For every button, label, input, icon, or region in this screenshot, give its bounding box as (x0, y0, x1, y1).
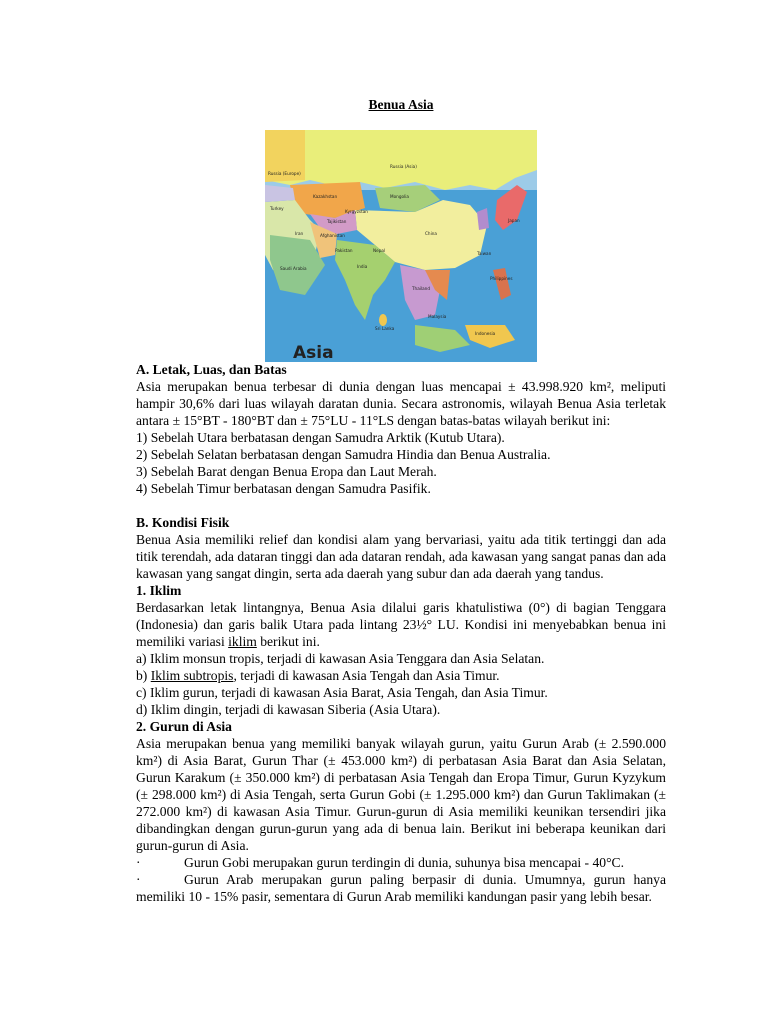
map-label: Kazakhstan (313, 194, 338, 199)
list-item: 1) Sebelah Utara berbatasan dengan Samudra Arktik (Kutub Utara). (136, 430, 505, 445)
map-label: Mongolia (390, 194, 409, 199)
list-item: 2) Sebelah Selatan berbatasan dengan Samudra Hindia dan Benua Australia. (136, 447, 551, 462)
spacer (136, 497, 666, 514)
map-label: Afghanistan (320, 233, 345, 238)
iklim-heading: 1. Iklim (136, 583, 182, 598)
map-label: Tajikistan (327, 219, 347, 224)
map-label: Malaysia (428, 314, 447, 319)
map-label: Indonesia (475, 331, 496, 336)
bullet-icon: · (136, 855, 141, 870)
map-label: China (425, 231, 437, 236)
list-item: c) Iklim gurun, terjadi di kawasan Asia Barat, Asia Tengah, dan Asia Timur. (136, 685, 548, 700)
bullet-text: Gurun Arab merupakan gurun paling berpasir di dunia. Umumnya, gurun hanya memiliki 10 - 15% pasir, sementara di Gurun Arab memiliki kandungan pasir yang lebih besar. (136, 872, 666, 904)
section-b-paragraph: Benua Asia memiliki relief dan kondisi alam yang bervariasi, yaitu ada titik tertinggi dan ada titik terendah, ada dataran tinggi dan ada dataran rendah, ada kawasan yang sangat panas dan ada kawasan yang sangat dingin, serta ada daerah yang subur dan ada daerah yang tandus. (136, 532, 666, 581)
gurun-paragraph: Asia merupakan benua yang memiliki banyak wilayah gurun, yaitu Gurun Arab (± 2.590.000 km²) di Asia Barat, Gurun Thar (± 453.000 km²) di perbatasan Asia Barat dan Asia Selatan, Gurun Karakum (± 350.000 km²) di perbatasan Asia Tengah dan Eropa Timur, Gurun Kyzykum (± 298.000 km²) di Asia Tengah, serta Gurun Gobi (± 1.295.000 km²) dan Gurun Taklimakan (± 272.000 km²) di kawasan Asia Timur. Gurun-gurun di Asia memiliki keunikan tersendiri jika dibandingkan dengan gurun-gurun yang ada di benua lain. Berikut ini beberapa keunikan dari gurun-gurun di Asia. (136, 736, 666, 853)
iklim-link[interactable]: iklim (228, 634, 257, 649)
iklim-paragraph (136, 599, 666, 650)
map-label: Japan (508, 218, 520, 223)
iklim-text: berikut ini. (256, 634, 320, 649)
bullet-item (136, 854, 666, 871)
list-item: d) Iklim dingin, terjadi di kawasan Siberia (Asia Utara). (136, 702, 441, 717)
map-label: Thailand (412, 286, 430, 291)
bullet-text: Gurun Gobi merupakan gurun terdingin di dunia, suhunya bisa mencapai - 40°C. (184, 855, 624, 870)
list-item: 3) Sebelah Barat dengan Benua Eropa dan Laut Merah. (136, 464, 437, 479)
list-item: 4) Sebelah Timur berbatasan dengan Samudra Pasifik. (136, 481, 431, 496)
map-label: Iran (295, 231, 304, 236)
map-label: Taiwan (477, 251, 492, 256)
asia-map-image (265, 130, 537, 362)
map-label: Pakistan (335, 248, 353, 253)
list-item: a) Iklim monsun tropis, terjadi di kawasan Asia Tenggara dan Asia Selatan. (136, 651, 545, 666)
iklim-text: Berdasarkan letak lintangnya, Benua Asia dilalui garis khatulistiwa (0°) di bagian Tenggara (Indonesia) dan garis balik Utara pada lintang 23½° LU. Kondisi ini menyebabkan benua ini memiliki variasi (136, 600, 666, 649)
document-title: Benua Asia (368, 97, 434, 112)
bullet-icon: · (136, 872, 141, 887)
gurun-heading: 2. Gurun di Asia (136, 719, 232, 734)
iklim-subtropis-link[interactable]: Iklim subtropis (150, 668, 234, 683)
map-label: Russia (Asia) (390, 164, 417, 169)
list-prefix: b) (136, 668, 151, 683)
section-a-paragraph: Asia merupakan benua terbesar di dunia dengan luas mencapai ± 43.998.920 km², meliputi hampir 30,6% dari luas wilayah daratan dunia. Secara astronomis, wilayah Benua Asia terletak antara ± 15°BT - 180°BT dan ± 75°LU - 11°LS dengan batas-batas wilayah berikut ini: (136, 379, 666, 428)
map-label: Philippines (490, 276, 513, 281)
map-label: Russia (Europe) (268, 171, 301, 176)
map-caption: Asia (293, 343, 334, 362)
map-label: Kyrgyzstan (345, 209, 368, 214)
map-label: India (357, 264, 368, 269)
bullet-item (136, 871, 666, 905)
map-label: Sri Lanka (375, 326, 395, 331)
document-body (136, 361, 666, 905)
map-label: Saudi Arabia (280, 266, 307, 271)
section-b-heading: B. Kondisi Fisik (136, 515, 230, 530)
list-item (136, 667, 666, 684)
list-text: , terjadi di kawasan Asia Tengah dan Asia Timur. (233, 668, 500, 683)
map-label: Nepal (373, 248, 386, 253)
section-a-heading: A. Letak, Luas, dan Batas (136, 362, 287, 377)
map-label: Turkey (270, 206, 284, 211)
